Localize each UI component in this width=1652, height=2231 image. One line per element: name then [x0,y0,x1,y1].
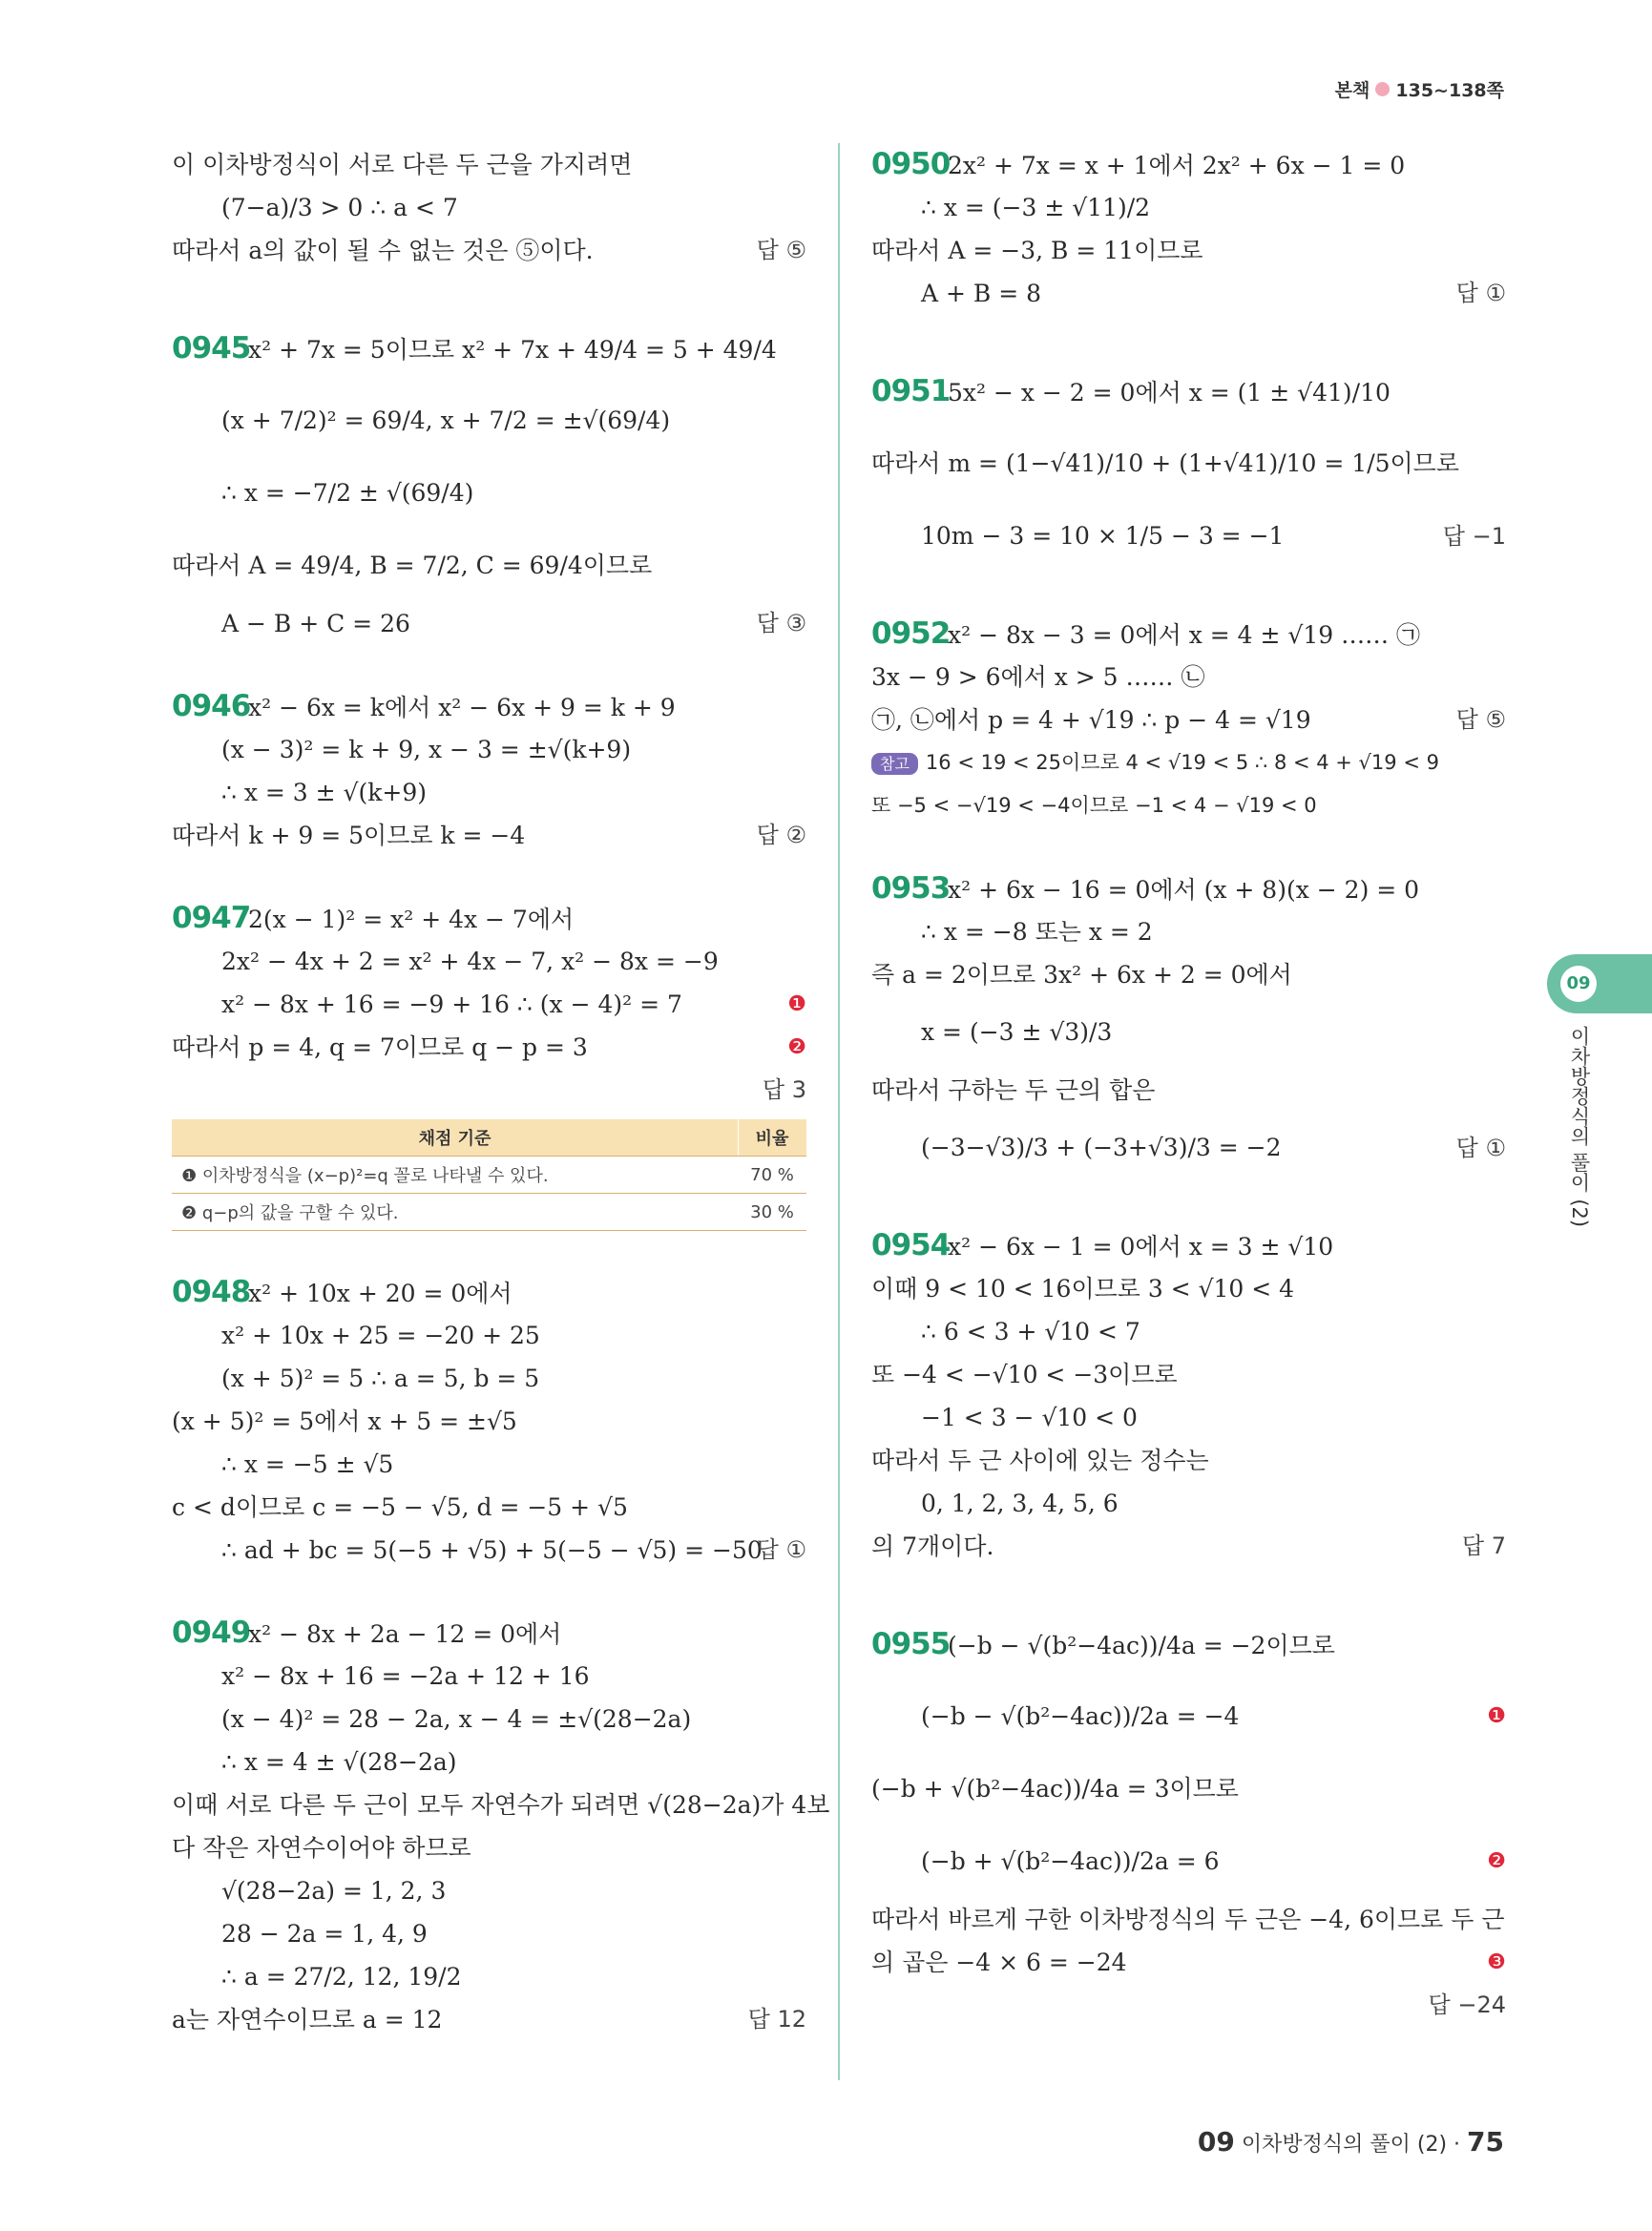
text-line: 0953x² + 6x − 16 = 0에서 (x + 8)(x − 2) = 0 [871,867,1506,910]
text-line: 따라서 k + 9 = 5이므로 k = −4 답 ② [172,814,806,857]
step-marker: ❷ [787,1035,806,1059]
problem-0945 [172,312,806,645]
text-line: 또 −4 < −√10 < −3이므로 [871,1361,1178,1388]
text-line: 3x − 9 > 6에서 x > 5 …… ㉡ [871,663,1205,691]
text-line: 따라서 a의 값이 될 수 없는 것은 ⑤이다. 답 ⑤ [172,229,806,272]
answer: 답 3 [762,1076,806,1103]
text-line: 0, 1, 2, 3, 4, 5, 6 [921,1490,1119,1517]
problem-0952 [871,613,1506,827]
problem-0953 [871,867,1506,1184]
table-header: 비율 [739,1119,807,1157]
text-line: 10m − 3 = 10 × 1/5 − 3 = −1 답 −1 [871,500,1506,573]
page-range: 135~138쪽 [1395,80,1504,101]
problem-number: 0950 [871,147,951,181]
text-line: ∴ x = (−3 ± √11)/2 [921,194,1151,221]
answer: 답 −24 [1428,1991,1506,2018]
text-line: (−b + √(b²−4ac))/2a = 6 ❷ [871,1825,1506,1898]
table-cell: ❷ q−p의 값을 구할 수 있다. [172,1194,739,1231]
problem-0955 [871,1608,1506,2027]
problem-number: 0955 [871,1627,951,1661]
text-line: 다 작은 자연수이어야 하므로 [172,1834,471,1862]
answer: 답 ① [1455,280,1506,306]
text-line [172,1069,806,1112]
text-line: 09472(x − 1)² = x² + 4x − 7에서 [172,897,806,940]
text-line: (−b + √(b²−4ac))/4a = 3이므로 [871,1775,1239,1803]
problem-0948 [172,1271,806,1572]
text-line: (x − 3)² = k + 9, x − 3 = ±√(k+9) [221,736,632,763]
grading-table [172,1119,806,1231]
chapter-tab [1547,954,1652,1013]
table-header: 채점 기준 [172,1119,739,1157]
answer: 답 7 [1461,1533,1506,1559]
text-line: 0955(−b − √(b²−4ac))/4a = −2이므로 [871,1608,1506,1680]
text-line: (7−a)/3 > 0 ∴ a < 7 [221,194,458,221]
answer: 답 ⑤ [1455,706,1506,733]
problem-number: 0951 [871,374,951,408]
text-line: 의 7개이다. 답 7 [871,1525,1506,1568]
text-line: 의 곱은 −4 × 6 = −24 ❸ [871,1941,1506,1984]
text-line: ∴ 6 < 3 + √10 < 7 [921,1318,1140,1345]
page-header [1335,76,1504,102]
text-line: 즉 a = 2이므로 3x² + 6x + 2 = 0에서 [871,961,1292,989]
column-divider [838,143,840,2080]
text-line: (x + 5)² = 5 ∴ a = 5, b = 5 [221,1365,540,1392]
text-line: 따라서 A = −3, B = 11이므로 [871,237,1203,264]
problem-number: 0947 [172,901,251,935]
problem-0954 [871,1224,1506,1568]
answer: 답 12 [747,2006,806,2033]
answer: 답 −1 [1442,523,1506,550]
problem-number: 0953 [871,871,951,906]
step-marker: ❶ [787,992,806,1016]
text-line: x² − 8x + 16 = −2a + 12 + 16 [221,1662,590,1690]
text-line: c < d이므로 c = −5 − √5, d = −5 + √5 [172,1493,628,1521]
text-line: (x − 4)² = 28 − 2a, x − 4 = ±√(28−2a) [221,1705,692,1733]
text-line: ∴ ad + bc = 5(−5 + √5) + 5(−5 − √5) = −50 답 ① [172,1529,806,1572]
text-line: ㉠, ㉡에서 p = 4 + √19 ∴ p − 4 = √19 답 ⑤ [871,698,1506,741]
note-tag: 참고 [871,753,918,775]
page-number: 75 [1467,2126,1504,2158]
text-line: 따라서 구하는 두 근의 합은 [871,1076,1156,1104]
text-line: 이때 9 < 10 < 16이므로 3 < √10 < 4 [871,1275,1295,1303]
text-line: a는 자연수이므로 a = 12 답 12 [172,1998,806,2041]
step-marker: ❸ [1487,1950,1506,1974]
answer: 답 ① [756,1536,806,1563]
text-line: ∴ x = 4 ± √(28−2a) [221,1748,457,1776]
answer: 답 ① [1455,1135,1506,1161]
page-footer: 09 이차방정식의 풀이 (2) · 75 [1197,2126,1504,2158]
problem-number: 0948 [172,1275,251,1309]
step-marker: ❷ [1487,1849,1506,1873]
problem-number: 0949 [172,1616,251,1650]
text-line: (−b − √(b²−4ac))/2a = −4 ❶ [871,1680,1506,1753]
problem-number: 0945 [172,331,251,365]
problem-number: 0952 [871,616,951,651]
text-line: 09515x² − x − 2 = 0에서 x = (1 ± √41)/10 [871,355,1506,427]
text-line: −1 < 3 − √10 < 0 [921,1404,1138,1431]
text-line: 0948x² + 10x + 20 = 0에서 [172,1271,806,1314]
text-line: x² − 8x + 16 = −9 + 16 ∴ (x − 4)² = 7 ❶ [172,983,806,1026]
text-line: 0946x² − 6x = k에서 x² − 6x + 9 = k + 9 [172,685,806,728]
note-line: 또 −5 < −√19 < −4이므로 −1 < 4 − √19 < 0 [871,794,1317,817]
text-line: (x + 7/2)² = 69/4, x + 7/2 = ±√(69/4) [221,407,671,434]
problem-0947 [172,897,806,1231]
intro-block [172,143,806,272]
text-line: 따라서 두 근 사이에 있는 정수는 [871,1447,1209,1474]
text-line: x² + 10x + 25 = −20 + 25 [221,1322,540,1349]
text-line: A − B + C = 26 답 ③ [172,602,806,645]
text-line: 0945x² + 7x = 5이므로 x² + 7x + 49/4 = 5 + 49/4 [172,312,806,385]
step-marker: ❶ [1487,1704,1506,1728]
problem-number: 0946 [172,689,251,723]
text-line: 이때 서로 다른 두 근이 모두 자연수가 되려면 √(28−2a)가 4보 [172,1791,830,1819]
answer: 답 ⑤ [756,237,806,263]
text-line: ∴ x = −7/2 ± √(69/4) [221,479,474,507]
answer: 답 ③ [756,610,806,636]
answer: 답 ② [756,822,806,848]
table-cell: 70 % [739,1157,807,1194]
dot-icon [1375,82,1390,96]
chapter-side-title: 이차방정식의 풀이 (2) [1568,1026,1591,1228]
text-line: (−3−√3)/3 + (−3+√3)/3 = −2 답 ① [871,1112,1506,1184]
text-line: ∴ a = 27/2, 12, 19/2 [221,1963,462,1991]
text-line: 0949x² − 8x + 2a − 12 = 0에서 [172,1612,806,1655]
footer-chapter: 09 [1197,2126,1235,2158]
text-line: 따라서 p = 4, q = 7이므로 q − p = 3 ❷ [172,1026,806,1069]
left-column [172,143,830,2081]
text-line: ∴ x = 3 ± √(k+9) [221,779,427,806]
text-line: 이 이차방정식이 서로 다른 두 근을 가지려면 [172,151,633,178]
text-line: 2x² − 4x + 2 = x² + 4x − 7, x² − 8x = −9 [221,948,719,975]
problem-0946 [172,685,806,857]
chapter-number: 09 [1560,966,1597,1002]
text-line: 0954x² − 6x − 1 = 0에서 x = 3 ± √10 [871,1224,1506,1267]
text-line [871,1984,1506,2027]
text-line: ∴ x = −5 ± √5 [221,1450,394,1478]
text-line: A + B = 8 답 ① [871,272,1506,315]
text-line: √(28−2a) = 1, 2, 3 [221,1877,447,1905]
text-line: (x + 5)² = 5에서 x + 5 = ±√5 [172,1407,517,1435]
problem-0951 [871,355,1506,573]
note-line: 참고 16 < 19 < 25이므로 4 < √19 < 5 ∴ 8 < 4 + √19 < 9 [871,741,1506,784]
text-line: 따라서 바르게 구한 이차방정식의 두 근은 −4, 6이므로 두 근 [871,1906,1505,1933]
footer-title: 이차방정식의 풀이 (2) [1241,2133,1448,2157]
text-line: 따라서 m = (1−√41)/10 + (1+√41)/10 = 1/5이므로 [871,449,1459,477]
book-label: 본책 [1334,80,1370,101]
text-line: ∴ x = −8 또는 x = 2 [921,918,1153,946]
problem-number: 0954 [871,1228,951,1262]
right-column [871,143,1506,2067]
text-line: 28 − 2a = 1, 4, 9 [221,1920,428,1948]
table-cell: ❶ 이차방정식을 (x−p)²=q 꼴로 나타낼 수 있다. [172,1157,739,1194]
text-line: 09502x² + 7x = x + 1에서 2x² + 6x − 1 = 0 [871,143,1506,186]
text-line: 따라서 A = 49/4, B = 7/2, C = 69/4이므로 [172,552,653,579]
text-line: x = (−3 ± √3)/3 [921,1018,1113,1046]
problem-0950 [871,143,1506,315]
problem-0949 [172,1612,830,2041]
text-line: 0952x² − 8x − 3 = 0에서 x = 4 ± √19 …… ㉠ [871,613,1506,656]
table-cell: 30 % [739,1194,807,1231]
